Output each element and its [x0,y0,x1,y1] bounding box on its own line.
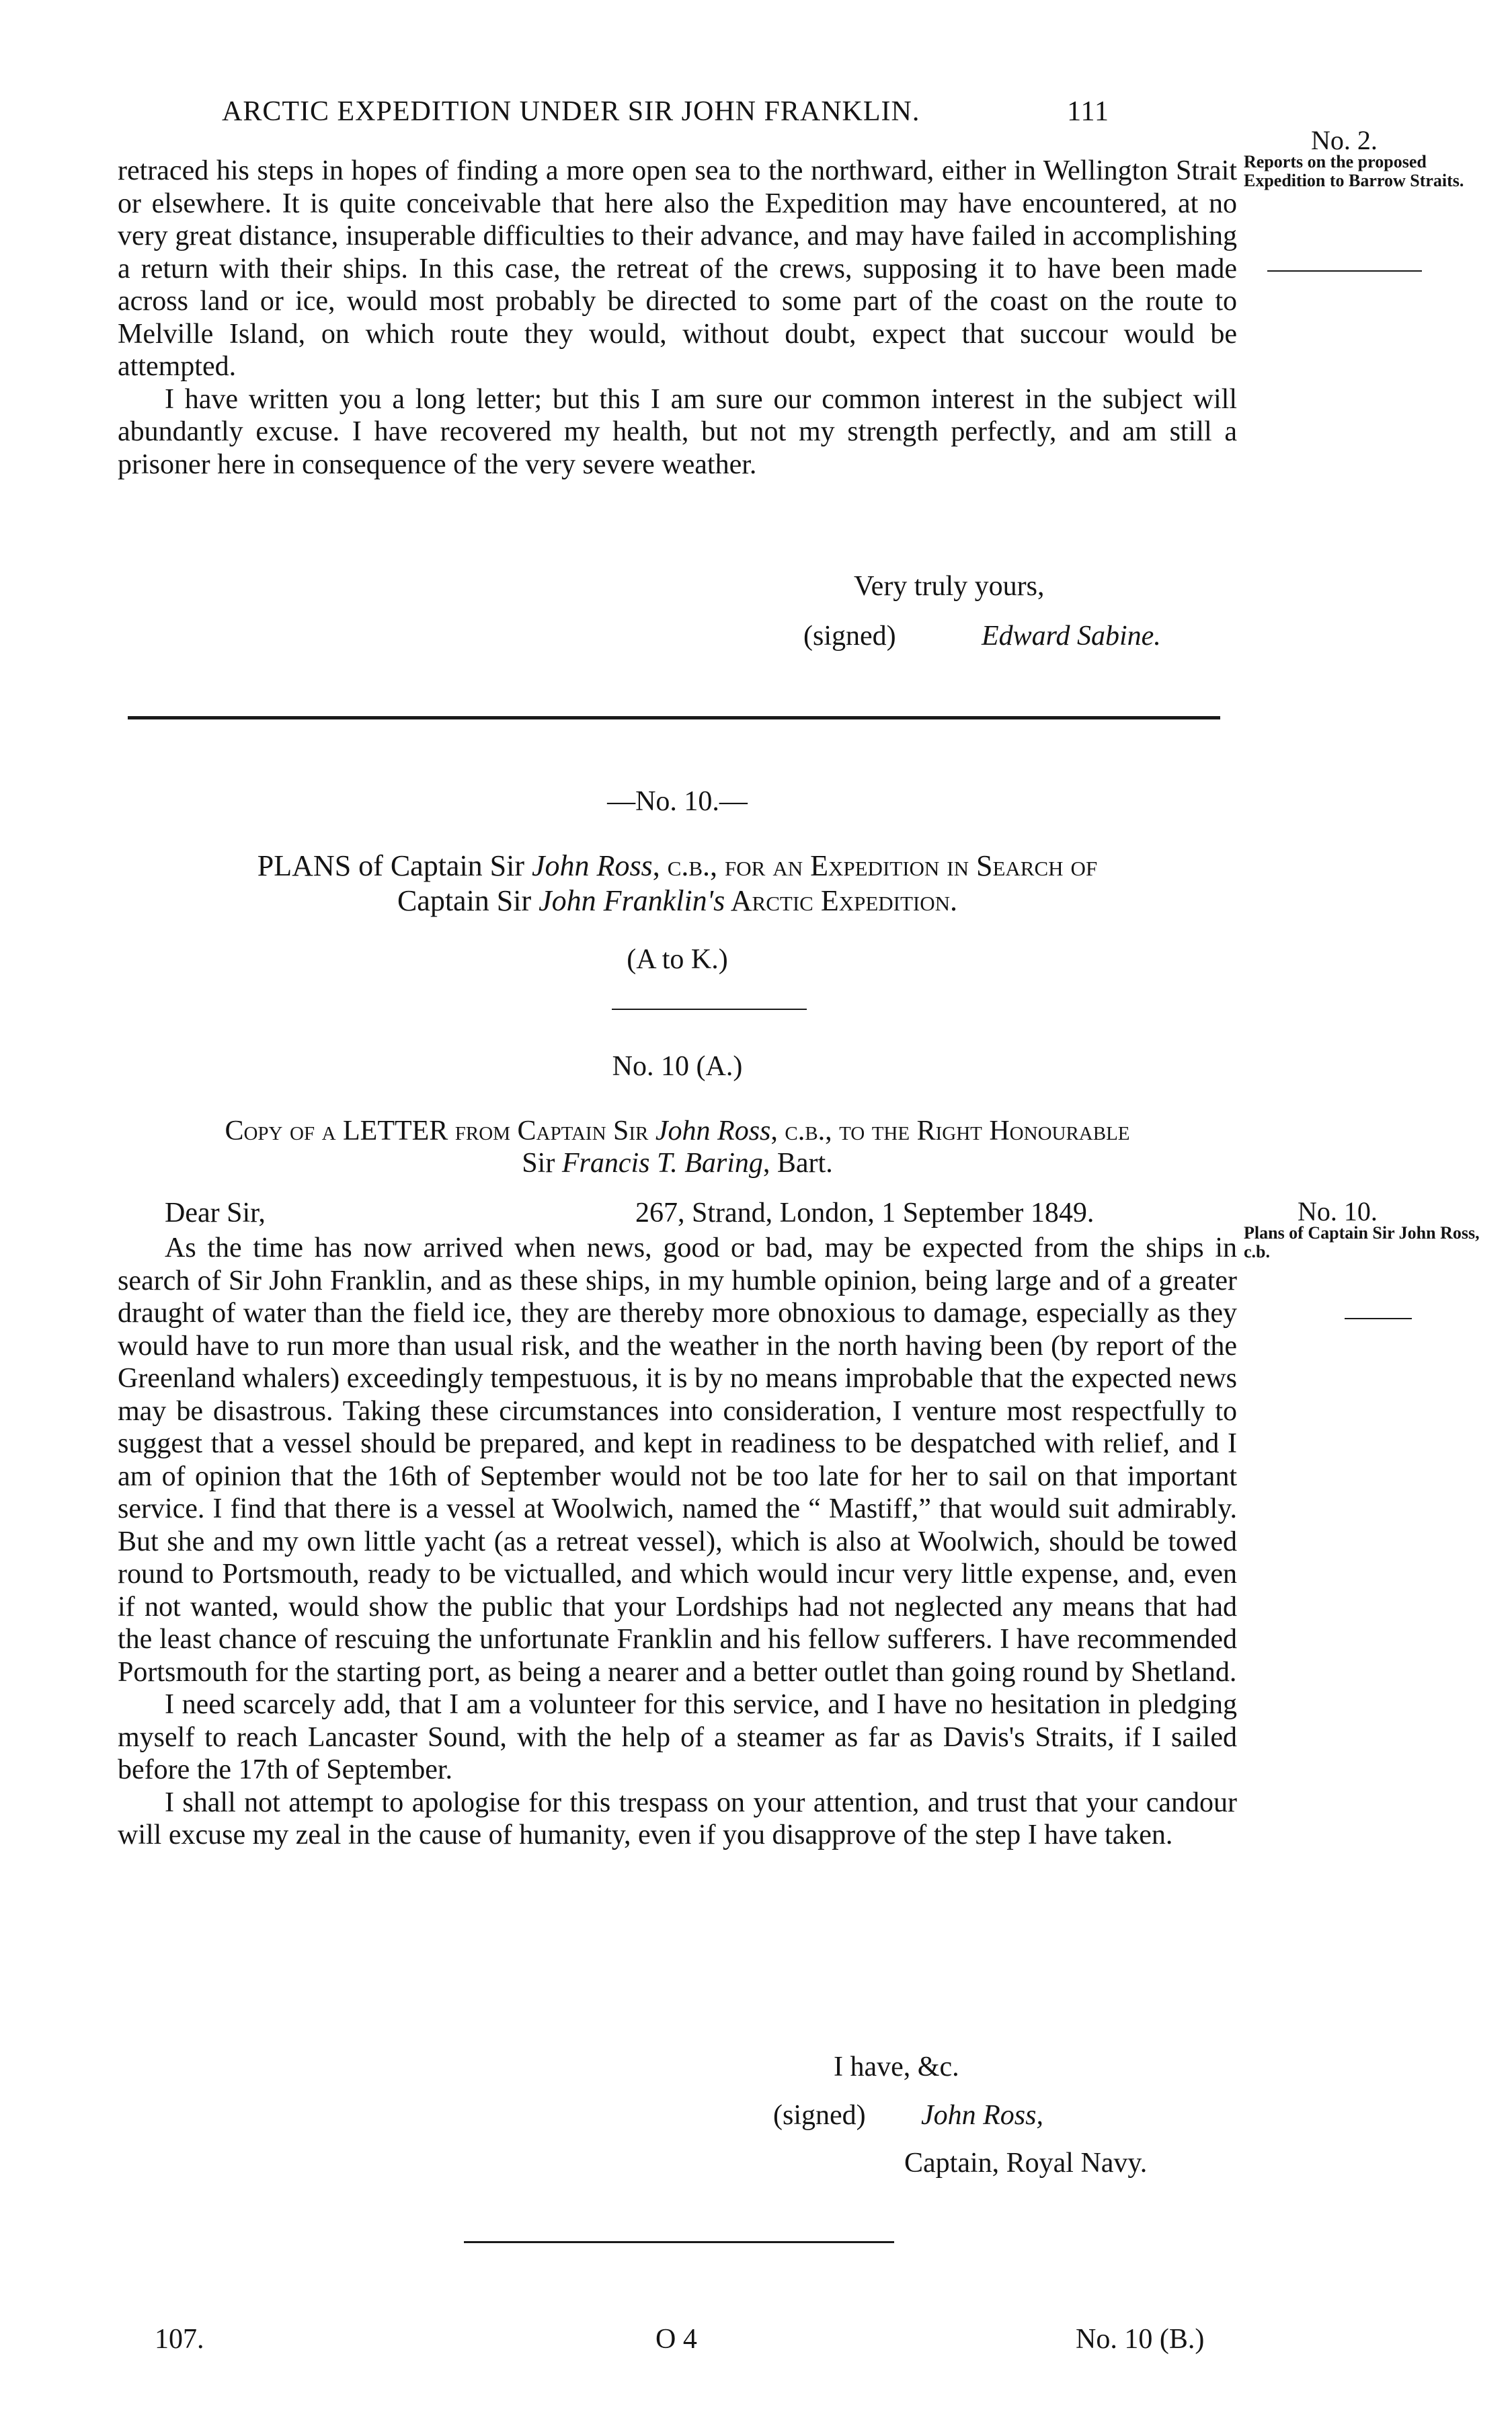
margin-note-number: No. 10. [1298,1196,1378,1226]
page-number: 111 [1067,96,1109,127]
section-title-text: PLANS of Captain Sir [257,849,532,882]
margin-note-number: No. 2. [1311,125,1378,155]
running-title: ARCTIC EXPEDITION UNDER SIR JOHN FRANKLIN. [222,96,920,127]
margin-note-1 [1244,125,1493,190]
margin-note-text: Plans of Captain Sir John Ross, c.b. [1244,1223,1480,1261]
margin-rule [1345,1318,1412,1319]
subsection-title-name: John Ross [655,1116,771,1146]
section-title-name: John Ross [532,849,653,882]
letter-2-closing: I have, &c. [834,2052,959,2082]
paragraph: I have written you a long letter; but this I am sure our common interest in the subject will abundantly excuse. I have recovered my health, but not my strength perfectly, and am still a prisoner here in consequence of the very severe weather. [118,383,1237,480]
subsection-title-text: , Bart. [762,1148,833,1179]
footer-catchword: No. 10 (B.) [1076,2324,1205,2355]
letter-1-closing: Very truly yours, [854,571,1045,602]
letter-2-signature: John Ross, [921,2100,1043,2131]
section-title-name: John Franklin's [539,884,725,917]
letter-1-signature: Edward Sabine. [982,621,1161,652]
letter-2-rank: Captain, Royal Navy. [904,2148,1148,2179]
footer-signature-mark: O 4 [655,2324,697,2355]
section-divider [128,716,1220,719]
section-range: (A to K.) [627,944,728,975]
section-title-text: , c.b., for an Expedition in Search of [652,849,1098,882]
subsection-number: No. 10 (A.) [612,1051,743,1082]
margin-note-text: Reports on the proposed Expedition to Barrow Straits. [1244,152,1464,190]
paragraph: I need scarcely add, that I am a volunteer for this service, and I have no hesitation in pledging myself to reach Lancaster Sound, with the help of a steamer as far as Davis's Straits, if I sailed before the 17th of September. [118,1689,1237,1785]
subsection-title-text: Copy of a LETTER from Captain Sir [225,1116,655,1146]
subsection-title-text: , c.b., to the Right Honourable [770,1116,1130,1146]
section-title-text: Captain Sir [397,884,539,917]
running-header [222,95,1109,128]
section-short-rule [612,1009,807,1010]
paragraph: I shall not attempt to apologise for this trespass on your attention, and trust that your candour will excuse my zeal in the cause of humanity, even if you disapprove of the step I have taken. [118,1787,1237,1850]
letter-2-signed: (signed) [773,2100,866,2131]
section-title-text: Arctic Expedition. [725,884,958,917]
subsection-title-name: Francis T. Baring [561,1148,763,1179]
margin-note-2 [1244,1196,1493,1261]
subsection-title [118,1115,1237,1179]
section-number: —No. 10.— [607,786,748,817]
letter-2-body [118,1232,1237,1852]
end-rule [464,2241,894,2243]
address-date: 267, Strand, London, 1 September 1849. [635,1198,1095,1228]
letter-1-signed: (signed) [803,621,896,652]
paragraph: retraced his steps in hopes of finding a more open sea to the northward, either in Wellington Strait or elsewhere. It is quite conceivable that here also the Expedition may have encountered, at no very great distance, insuperable difficulties to their advance, and may have failed in accomplishing a return with their ships. In this case, the retreat of the crews, supposing it to have been made across land or ice, would most probably be directed to some part of the coast on the route to Melville Island, on which route they would, without doubt, expect that succour would be attempted. [118,155,1237,382]
margin-rule [1267,270,1422,272]
letter-1-body [118,155,1237,481]
subsection-title-text: Sir [522,1148,562,1179]
paragraph: As the time has now arrived when news, good or bad, may be expected from the ships in search of Sir John Franklin, and as these ships, in my humble opinion, being large and of a greater draught of water than the field ice, they are thereby more obnoxious to damage, especially as they would have to run more than usual risk, and the weather in the north having been (by report of the Greenland whalers) exceedingly tempestuous, it is by no means improbable that the expected news may be disastrous. Taking these circumstances into consideration, I venture most respectfully to suggest that a vessel should be prepared, and kept in readiness to be despatched with relief, and I am of opinion that the 16th of September would not be too late for her to sail on that important service. I find that there is a vessel at Woolwich, named the “ Mastiff,” that would suit admirably. But she and my own little yacht (as a retreat vessel), which is also at Woolwich, should be towed round to Portsmouth, ready to be victualled, and which would incur very little expense, and, even if not wanted, would show the public that your Lordships had not neglected any means that had the least chance of rescuing the unfortunate Franklin and his fellow sufferers. I have recommended Portsmouth for the starting port, as being a nearer and a better outlet than going round by Shetland. [118,1233,1237,1688]
footer-left: 107. [155,2324,204,2355]
section-title [118,849,1237,919]
salutation: Dear Sir, [165,1198,266,1228]
